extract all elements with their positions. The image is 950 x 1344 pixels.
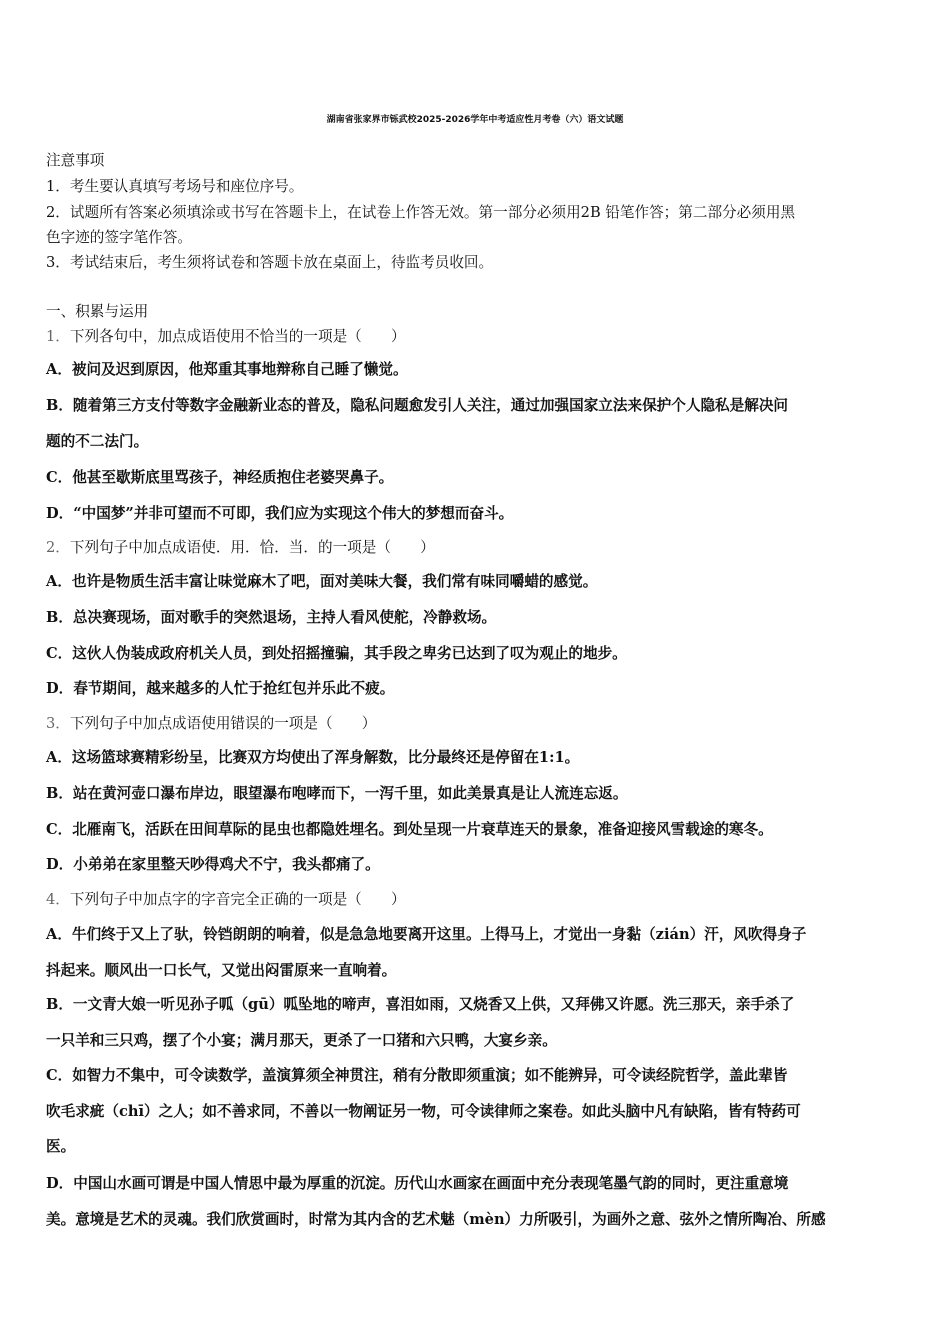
option-b: B．总决赛现场，面对歌手的突然退场，主持人看风使舵，冷静救场。 [46,609,497,626]
option-a-cont: 抖起来。顺风出一口长气，又觉出闷雷原来一直响着。 [46,962,397,979]
notes-item: 3．考试结束后，考生须将试卷和答题卡放在桌面上，待监考员收回。 [46,254,494,271]
page-title: 湖南省张家界市铄武校2025-2026学年中考适应性月考卷（六）语文试题 [326,115,624,125]
option-a: A．也许是物质生活丰富让味觉麻木了吧，面对美味大餐，我们常有味同嚼蜡的感觉。 [46,573,598,590]
option-a: A．这场篮球赛精彩纷呈，比赛双方均使出了浑身解数，比分最终还是停留在1:1。 [46,749,580,766]
section-heading: 一、积累与运用 [46,303,149,320]
question-number: 1． [46,328,70,345]
option-c-cont: 吹毛求疵（chī）之人；如不善求同，不善以一物阐证另一物，可令读律师之案卷。如此头脑中凡有缺陷，皆有特药可 [46,1103,801,1120]
option-c: C．北雁南飞，活跃在田间草际的昆虫也都隐姓埋名。到处呈现一片衰草连天的景象，准备迎接风雪载途的寒冬。 [46,821,773,838]
notes-item: 2．试题所有答案必须填涂或书写在答题卡上，在试卷上作答无效。第一部分必须用2B 铅笔作答；第二部分必须用黑 [46,204,796,221]
question-stem [46,890,908,910]
question-stem [46,538,908,558]
question-text: 下列句子中加点成语使．用．恰．当．的一项是（ ） [69,539,435,556]
notes-heading: 注意事项 [46,152,105,169]
question-text: 下列句子中加点字的字音完全正确的一项是（ ） [69,891,406,908]
notes-item: 色字迹的签字笔作答。 [46,229,192,246]
option-b: B．随着第三方支付等数字金融新业态的普及，隐私问题愈发引人关注，通过加强国家立法来保护个人隐私是解决问 [46,397,789,414]
option-d-cont: 美。意境是艺术的灵魂。我们欣赏画时，时常为其内含的艺术魅（mèn）力所吸引，为画外之意、弦外之情所陶冶、所感 [46,1211,826,1228]
question-text: 下列各句中，加点成语使用不恰当的一项是（ ） [69,328,406,345]
option-c: C．如智力不集中，可令读数学，盖演算须全神贯注，稍有分散即须重演；如不能辨异，可令读经院哲学，盖此辈皆 [46,1067,788,1084]
option-d: D．小弟弟在家里整天吵得鸡犬不宁，我头都痛了。 [46,856,380,873]
option-b: B．站在黄河壶口瀑布岸边，眼望瀑布咆哮而下，一泻千里，如此美景真是让人流连忘返。 [46,785,628,802]
question-stem [46,714,908,734]
question-text: 下列句子中加点成语使用错误的一项是（ ） [69,715,377,732]
option-d: D．“中国梦”并非可望而不可即，我们应为实现这个伟大的梦想而奋斗。 [46,505,514,522]
question-number: 2． [46,539,70,556]
question-number: 3． [46,715,70,732]
notes-item: 1．考生要认真填写考场号和座位序号。 [46,178,304,195]
question-stem [46,327,908,347]
option-c: C．这伙人伪装成政府机关人员，到处招摇撞骗，其手段之卑劣已达到了叹为观止的地步。 [46,645,627,662]
option-b-cont: 题的不二法门。 [46,433,149,450]
option-c: C．他甚至歇斯底里骂孩子，神经质抱住老婆哭鼻子。 [46,469,394,486]
option-a: A．牛们终于又上了驮，铃铛朗朗的响着，似是急急地要离开这里。上得马上，才觉出一身黏（zián）汗，风吹得身子 [46,926,807,943]
option-d: D．中国山水画可谓是中国人情思中最为厚重的沉淀。历代山水画家在画面中充分表现笔墨气韵的同时，更注重意境 [46,1175,789,1192]
option-d: D．春节期间，越来越多的人忙于抢红包并乐此不疲。 [46,680,395,697]
option-a: A．被问及迟到原因，他郑重其事地辩称自己睡了懒觉。 [46,361,408,378]
option-b: B．一文青大娘一听见孙子呱（gū）呱坠地的啼声，喜泪如雨，又烧香又上供，又拜佛又许愿。洗三那天，亲手杀了 [46,996,795,1013]
question-number: 4． [46,891,70,908]
option-b-cont: 一只羊和三只鸡，摆了个小宴；满月那天，更杀了一口猪和六只鸭，大宴乡亲。 [46,1032,557,1049]
option-c-cont: 医。 [46,1138,76,1155]
